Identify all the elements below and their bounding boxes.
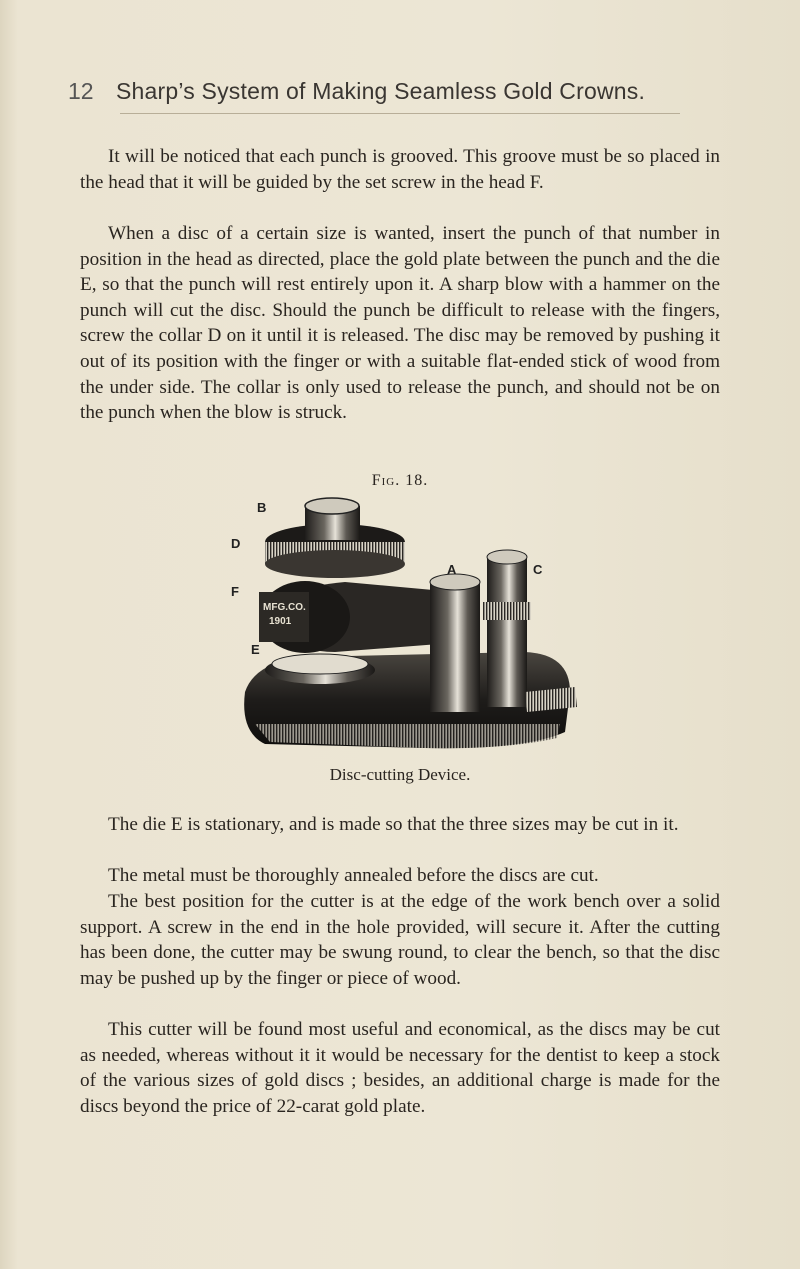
stamp-text: MFG.CO. [263, 602, 306, 613]
stamp-text: 1901 [269, 616, 292, 627]
figure-caption: Disc-cutting Device. [329, 765, 471, 784]
paragraph: It will be noticed that each punch is grooved. This groove must be so placed in the head that it will be guided by the set screw in the head F. [80, 146, 720, 193]
running-header [68, 78, 728, 105]
figure-label: Fig. 18. [371, 472, 429, 489]
label-a: A [447, 562, 457, 577]
paragraph: The best position for the cutter is at the edge of the work bench over a solid support. A screw in the end in the hole provided, will secure it. After the cutting has been done, the cutter may be swung round, to clear the bench, so that the disc may be pushed up by the finger or piece of wood. [80, 891, 720, 989]
label-c: C [533, 562, 543, 577]
paragraph: This cutter will be found most useful and economical, as the discs may be cut as needed, whereas without it it would be necessary for the dentist to keep a stock of the various sizes of gold discs ; besides, an additional charge is made for the discs beyond the price of 22-carat gold plate. [80, 1019, 720, 1117]
paragraph: When a disc of a certain size is wanted, insert the punch of that number in position in the head as directed, place the gold plate between the punch and the die E, so that the punch will rest entirely upon it. A sharp blow with a hammer on the punch will cut the disc. Should the punch be difficult to release with the fingers, screw the collar D on it until it is released. The disc may be removed by pushing it out of its position with the finger or with a suitable flat-ended stick of wood from the under side. The collar is only used to release the punch, and should not be on the punch when the blow is struck. [80, 223, 720, 424]
label-e: E [251, 642, 260, 657]
page-number: 12 [68, 78, 94, 104]
paragraph: The metal must be thoroughly annealed before the discs are cut. [108, 865, 599, 886]
label-d: D [231, 536, 241, 551]
header-rule [120, 113, 680, 114]
label-b: B [257, 500, 267, 515]
disc-cutter-engraving [225, 492, 585, 752]
paragraph: The die E is stationary, and is made so that the three sizes may be cut in it. [108, 814, 679, 835]
page-title: Sharp’s System of Making Seamless Gold Crowns. [116, 78, 646, 104]
figure-illustration [225, 492, 585, 752]
label-f: F [231, 584, 239, 599]
